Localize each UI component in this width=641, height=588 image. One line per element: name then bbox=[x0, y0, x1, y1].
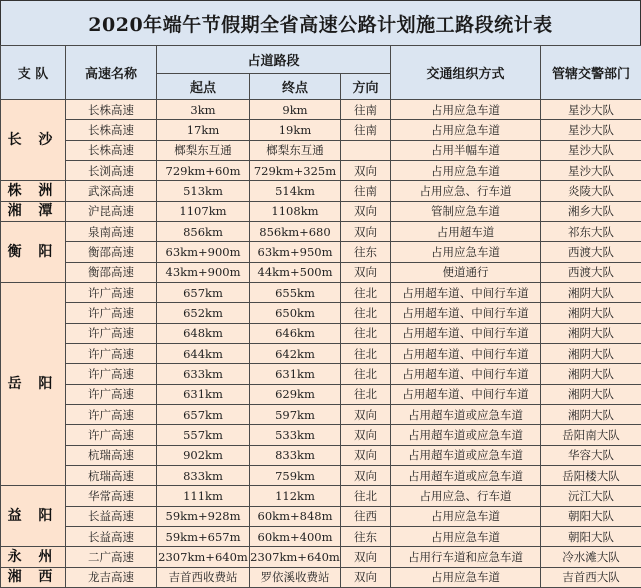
end-cell: 罗依溪收费站 bbox=[250, 567, 341, 587]
construction-table bbox=[0, 45, 641, 588]
end-cell: 729km+325m bbox=[250, 160, 341, 180]
traffic-cell: 占用超车道 bbox=[391, 221, 541, 241]
dept-cell: 炎陵大队 bbox=[541, 181, 641, 201]
start-cell: 644km bbox=[157, 343, 250, 363]
table-body bbox=[1, 100, 641, 588]
direction-cell: 往南 bbox=[341, 181, 391, 201]
region-cell: 株 洲 bbox=[1, 181, 66, 201]
table-row bbox=[1, 100, 641, 120]
table-row bbox=[1, 547, 641, 567]
highway-cell: 长浏高速 bbox=[66, 160, 157, 180]
header-traffic: 交通组织方式 bbox=[391, 46, 541, 100]
direction-cell: 双向 bbox=[341, 404, 391, 424]
table-row bbox=[1, 425, 641, 445]
traffic-cell: 占用超车道、中间行车道 bbox=[391, 343, 541, 363]
start-cell: 63km+900m bbox=[157, 242, 250, 262]
traffic-cell: 占用应急车道 bbox=[391, 526, 541, 546]
highway-cell: 二广高速 bbox=[66, 547, 157, 567]
traffic-cell: 便道通行 bbox=[391, 262, 541, 282]
dept-cell: 湘乡大队 bbox=[541, 201, 641, 221]
end-cell: 60km+400m bbox=[250, 526, 341, 546]
table-row bbox=[1, 181, 641, 201]
start-cell: 557km bbox=[157, 425, 250, 445]
table-row bbox=[1, 303, 641, 323]
direction-cell: 往北 bbox=[341, 364, 391, 384]
dept-cell: 岳阳楼大队 bbox=[541, 465, 641, 485]
dept-cell: 冷水滩大队 bbox=[541, 547, 641, 567]
end-cell: 631km bbox=[250, 364, 341, 384]
end-cell: 19km bbox=[250, 120, 341, 140]
dept-cell: 星沙大队 bbox=[541, 120, 641, 140]
dept-cell: 西渡大队 bbox=[541, 262, 641, 282]
header-dept: 管辖交警部门 bbox=[541, 46, 641, 100]
end-cell: 112km bbox=[250, 486, 341, 506]
dept-cell: 湘阴大队 bbox=[541, 364, 641, 384]
start-cell: 2307km+640m bbox=[157, 547, 250, 567]
highway-cell: 泉南高速 bbox=[66, 221, 157, 241]
end-cell: 655km bbox=[250, 282, 341, 302]
start-cell: 657km bbox=[157, 404, 250, 424]
start-cell: 59km+928m bbox=[157, 506, 250, 526]
direction-cell: 往东 bbox=[341, 526, 391, 546]
dept-cell: 湘阴大队 bbox=[541, 323, 641, 343]
direction-cell: 往北 bbox=[341, 384, 391, 404]
traffic-cell: 占用应急车道 bbox=[391, 506, 541, 526]
highway-cell: 杭瑞高速 bbox=[66, 445, 157, 465]
dept-cell: 星沙大队 bbox=[541, 160, 641, 180]
region-cell: 长 沙 bbox=[1, 100, 66, 181]
dept-cell: 星沙大队 bbox=[541, 100, 641, 120]
end-cell: 9km bbox=[250, 100, 341, 120]
traffic-cell: 占用应急车道 bbox=[391, 160, 541, 180]
highway-cell: 长株高速 bbox=[66, 100, 157, 120]
dept-cell: 湘阴大队 bbox=[541, 282, 641, 302]
start-cell: 榔梨东互通 bbox=[157, 140, 250, 160]
table-row bbox=[1, 323, 641, 343]
table-row bbox=[1, 506, 641, 526]
dept-cell: 湘阴大队 bbox=[541, 303, 641, 323]
end-cell: 1108km bbox=[250, 201, 341, 221]
start-cell: 631km bbox=[157, 384, 250, 404]
highway-cell: 许广高速 bbox=[66, 282, 157, 302]
dept-cell: 吉首西大队 bbox=[541, 567, 641, 587]
region-cell: 益 阳 bbox=[1, 486, 66, 547]
highway-cell: 许广高速 bbox=[66, 303, 157, 323]
dept-cell: 华容大队 bbox=[541, 445, 641, 465]
table-row bbox=[1, 445, 641, 465]
end-cell: 榔梨东互通 bbox=[250, 140, 341, 160]
end-cell: 44km+500m bbox=[250, 262, 341, 282]
highway-cell: 长株高速 bbox=[66, 120, 157, 140]
start-cell: 833km bbox=[157, 465, 250, 485]
traffic-cell: 占用半幅车道 bbox=[391, 140, 541, 160]
header-start: 起点 bbox=[157, 74, 250, 100]
end-cell: 533km bbox=[250, 425, 341, 445]
start-cell: 3km bbox=[157, 100, 250, 120]
direction-cell: 双向 bbox=[341, 465, 391, 485]
direction-cell: 往北 bbox=[341, 323, 391, 343]
dept-cell: 湘阴大队 bbox=[541, 384, 641, 404]
end-cell: 650km bbox=[250, 303, 341, 323]
region-cell: 湘 潭 bbox=[1, 201, 66, 221]
traffic-cell: 占用应急车道 bbox=[391, 120, 541, 140]
traffic-cell: 占用超车道或应急车道 bbox=[391, 404, 541, 424]
direction-cell: 往南 bbox=[341, 120, 391, 140]
region-cell: 湘 西 bbox=[1, 567, 66, 587]
direction-cell: 往南 bbox=[341, 100, 391, 120]
end-cell: 646km bbox=[250, 323, 341, 343]
start-cell: 吉首西收费站 bbox=[157, 567, 250, 587]
traffic-cell: 占用超车道、中间行车道 bbox=[391, 282, 541, 302]
highway-cell: 龙吉高速 bbox=[66, 567, 157, 587]
direction-cell: 往北 bbox=[341, 303, 391, 323]
header-region: 支 队 bbox=[1, 46, 66, 100]
traffic-cell: 占用超车道或应急车道 bbox=[391, 425, 541, 445]
table-row bbox=[1, 282, 641, 302]
traffic-cell: 占用应急车道 bbox=[391, 567, 541, 587]
table-row bbox=[1, 465, 641, 485]
traffic-cell: 占用超车道、中间行车道 bbox=[391, 323, 541, 343]
table-row bbox=[1, 486, 641, 506]
header-end: 终点 bbox=[250, 74, 341, 100]
start-cell: 111km bbox=[157, 486, 250, 506]
start-cell: 1107km bbox=[157, 201, 250, 221]
direction-cell: 双向 bbox=[341, 221, 391, 241]
start-cell: 902km bbox=[157, 445, 250, 465]
traffic-cell: 占用行车道和应急车道 bbox=[391, 547, 541, 567]
highway-cell: 沪昆高速 bbox=[66, 201, 157, 221]
end-cell: 856km+680 bbox=[250, 221, 341, 241]
document-title: 2020年端午节假期全省高速公路计划施工路段统计表 bbox=[0, 0, 641, 46]
dept-cell: 湘阴大队 bbox=[541, 343, 641, 363]
table-row bbox=[1, 364, 641, 384]
traffic-cell: 管制应急车道 bbox=[391, 201, 541, 221]
header-highway: 高速名称 bbox=[66, 46, 157, 100]
end-cell: 514km bbox=[250, 181, 341, 201]
direction-cell: 双向 bbox=[341, 262, 391, 282]
highway-cell: 衡邵高速 bbox=[66, 242, 157, 262]
highway-cell: 许广高速 bbox=[66, 364, 157, 384]
start-cell: 633km bbox=[157, 364, 250, 384]
table-row bbox=[1, 404, 641, 424]
highway-cell: 许广高速 bbox=[66, 323, 157, 343]
start-cell: 648km bbox=[157, 323, 250, 343]
direction-cell: 双向 bbox=[341, 547, 391, 567]
end-cell: 833km bbox=[250, 445, 341, 465]
start-cell: 652km bbox=[157, 303, 250, 323]
direction-cell: 双向 bbox=[341, 567, 391, 587]
traffic-cell: 占用应急、行车道 bbox=[391, 181, 541, 201]
traffic-cell: 占用超车道、中间行车道 bbox=[391, 364, 541, 384]
traffic-cell: 占用应急车道 bbox=[391, 242, 541, 262]
table-row bbox=[1, 343, 641, 363]
header-lane-group: 占道路段 bbox=[157, 46, 391, 74]
start-cell: 43km+900m bbox=[157, 262, 250, 282]
start-cell: 59km+657m bbox=[157, 526, 250, 546]
traffic-cell: 占用超车道、中间行车道 bbox=[391, 384, 541, 404]
dept-cell: 朝阳大队 bbox=[541, 506, 641, 526]
highway-cell: 华常高速 bbox=[66, 486, 157, 506]
traffic-cell: 占用超车道或应急车道 bbox=[391, 465, 541, 485]
start-cell: 17km bbox=[157, 120, 250, 140]
table-row bbox=[1, 526, 641, 546]
direction-cell: 双向 bbox=[341, 160, 391, 180]
end-cell: 2307km+640m bbox=[250, 547, 341, 567]
start-cell: 657km bbox=[157, 282, 250, 302]
end-cell: 597km bbox=[250, 404, 341, 424]
table-row bbox=[1, 160, 641, 180]
highway-cell: 许广高速 bbox=[66, 404, 157, 424]
start-cell: 729km+60m bbox=[157, 160, 250, 180]
dept-cell: 沅江大队 bbox=[541, 486, 641, 506]
dept-cell: 湘阴大队 bbox=[541, 404, 641, 424]
direction-cell: 往东 bbox=[341, 242, 391, 262]
region-cell: 永 州 bbox=[1, 547, 66, 567]
highway-cell: 杭瑞高速 bbox=[66, 465, 157, 485]
dept-cell: 朝阳大队 bbox=[541, 526, 641, 546]
region-cell: 岳 阳 bbox=[1, 282, 66, 485]
highway-cell: 长益高速 bbox=[66, 526, 157, 546]
end-cell: 642km bbox=[250, 343, 341, 363]
traffic-cell: 占用超车道、中间行车道 bbox=[391, 303, 541, 323]
table-row bbox=[1, 201, 641, 221]
table-row bbox=[1, 242, 641, 262]
direction-cell: 往北 bbox=[341, 343, 391, 363]
end-cell: 759km bbox=[250, 465, 341, 485]
direction-cell: 往北 bbox=[341, 282, 391, 302]
table-row bbox=[1, 140, 641, 160]
direction-cell: 往北 bbox=[341, 486, 391, 506]
highway-cell: 武深高速 bbox=[66, 181, 157, 201]
highway-cell: 许广高速 bbox=[66, 384, 157, 404]
end-cell: 629km bbox=[250, 384, 341, 404]
direction-cell: 双向 bbox=[341, 425, 391, 445]
direction-cell bbox=[341, 140, 391, 160]
table-row bbox=[1, 120, 641, 140]
highway-cell: 许广高速 bbox=[66, 343, 157, 363]
dept-cell: 祁东大队 bbox=[541, 221, 641, 241]
highway-cell: 许广高速 bbox=[66, 425, 157, 445]
region-cell: 衡 阳 bbox=[1, 221, 66, 282]
traffic-cell: 占用超车道或应急车道 bbox=[391, 445, 541, 465]
highway-cell: 长株高速 bbox=[66, 140, 157, 160]
header-direction: 方向 bbox=[341, 74, 391, 100]
highway-cell: 长益高速 bbox=[66, 506, 157, 526]
table-row bbox=[1, 262, 641, 282]
start-cell: 513km bbox=[157, 181, 250, 201]
end-cell: 63km+950m bbox=[250, 242, 341, 262]
dept-cell: 西渡大队 bbox=[541, 242, 641, 262]
end-cell: 60km+848m bbox=[250, 506, 341, 526]
direction-cell: 双向 bbox=[341, 201, 391, 221]
start-cell: 856km bbox=[157, 221, 250, 241]
table-row bbox=[1, 384, 641, 404]
traffic-cell: 占用应急、行车道 bbox=[391, 486, 541, 506]
direction-cell: 双向 bbox=[341, 445, 391, 465]
dept-cell: 岳阳南大队 bbox=[541, 425, 641, 445]
traffic-cell: 占用应急车道 bbox=[391, 100, 541, 120]
dept-cell: 星沙大队 bbox=[541, 140, 641, 160]
direction-cell: 往西 bbox=[341, 506, 391, 526]
highway-cell: 衡邵高速 bbox=[66, 262, 157, 282]
table-row bbox=[1, 567, 641, 587]
table-row bbox=[1, 221, 641, 241]
